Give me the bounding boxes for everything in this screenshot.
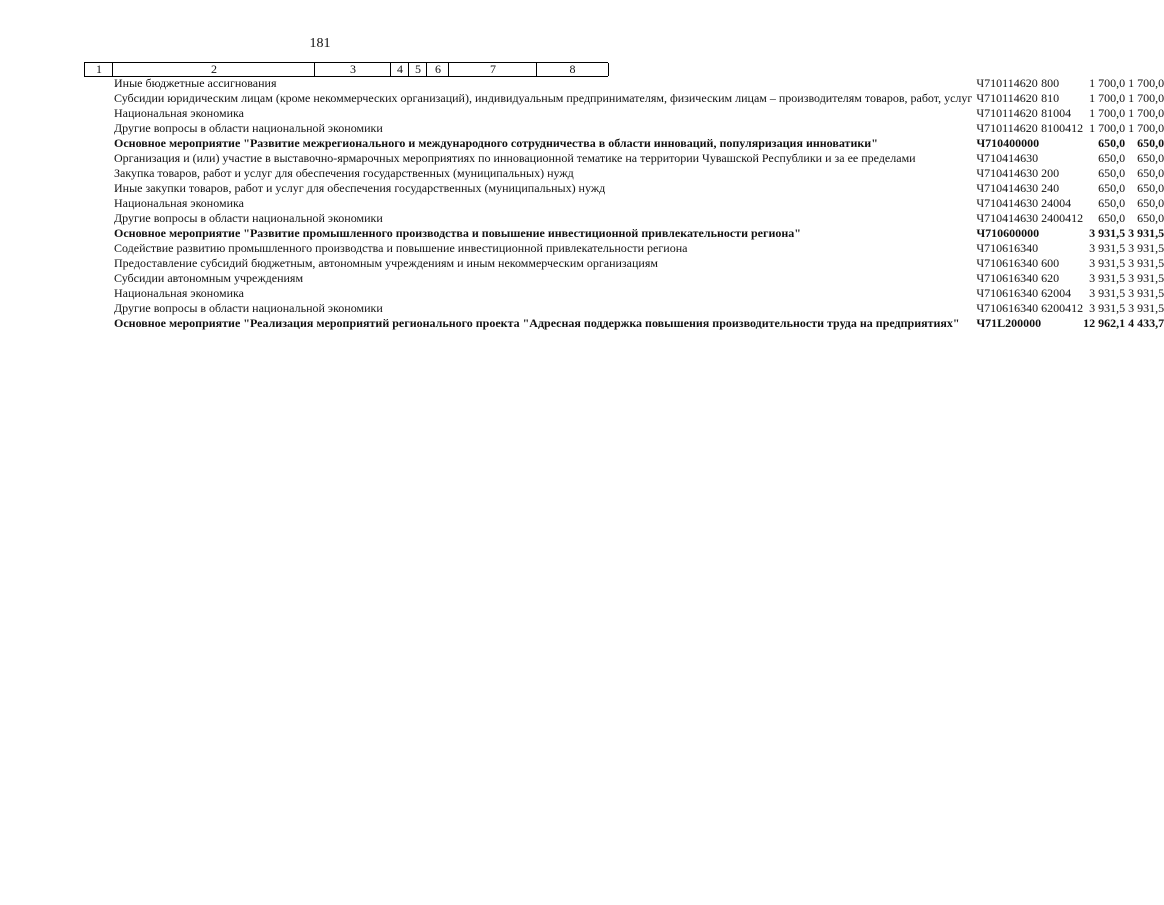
- row-section: [1059, 91, 1071, 106]
- row-value-col7: 1 700,0: [1089, 91, 1126, 105]
- row-value-col7: 650,0: [1098, 211, 1126, 225]
- table-row: [84, 136, 1164, 151]
- row-value-col8: 650,0: [1137, 166, 1164, 180]
- row-group: 810: [1041, 121, 1060, 135]
- row-code: Ч710616340: [976, 271, 1039, 285]
- row-group: 240: [1041, 181, 1060, 195]
- row-code: Ч71L200000: [976, 316, 1042, 330]
- row-section: [1059, 151, 1071, 166]
- budget-table: [84, 76, 1164, 331]
- row-code: Ч710414630: [976, 196, 1039, 210]
- row-value-col7: 3 931,5: [1089, 271, 1126, 285]
- row-group: [1041, 151, 1059, 166]
- header-col-5: 5: [408, 63, 427, 76]
- row-section: [1059, 181, 1071, 196]
- table-row: [84, 106, 1164, 121]
- header-col-1: 1: [84, 63, 113, 76]
- row-subsection: 12: [1071, 301, 1084, 315]
- row-group: 620: [1041, 301, 1060, 315]
- row-subsection: [1071, 256, 1083, 271]
- header-col-7: 7: [448, 63, 537, 76]
- row-name: Национальная экономика: [114, 196, 244, 210]
- table-row: [84, 286, 1164, 301]
- row-section: [1059, 271, 1071, 286]
- row-value-col7: 3 931,5: [1089, 256, 1126, 270]
- page-number: 181: [309, 36, 331, 51]
- row-code: Ч710414630: [976, 181, 1039, 195]
- row-code: Ч710616340: [976, 286, 1039, 300]
- row-subsection: [1071, 136, 1083, 151]
- row-section: 04: [1059, 106, 1072, 120]
- row-value-col8: 1 700,0: [1128, 91, 1164, 105]
- row-section: [1059, 226, 1071, 241]
- row-value-col7: 3 931,5: [1089, 286, 1126, 300]
- row-subsection: [1071, 91, 1083, 106]
- table-row: [84, 76, 1164, 91]
- row-code: Ч710414630: [976, 211, 1039, 225]
- row-subsection: [1071, 286, 1083, 301]
- row-subsection: [1071, 241, 1083, 256]
- row-group: [1041, 136, 1059, 151]
- header-col-6: 6: [426, 63, 449, 76]
- row-subsection: [1071, 166, 1083, 181]
- row-name: Содействие развитию промышленного производства и повышение инвестиционной привлекательности региона: [114, 241, 688, 255]
- table-row: [84, 301, 1164, 316]
- row-subsection: [1071, 271, 1083, 286]
- row-name: Национальная экономика: [114, 286, 244, 300]
- row-name: Основное мероприятие "Развитие промышленного производства и повышение инвестиционной привлекательности региона": [114, 226, 801, 240]
- row-name: Другие вопросы в области национальной экономики: [114, 121, 383, 135]
- row-section: [1059, 316, 1071, 331]
- row-subsection: [1071, 151, 1083, 166]
- row-value-col8: 3 931,5: [1128, 271, 1164, 285]
- row-value-col7: 1 700,0: [1089, 121, 1126, 135]
- row-value-col8: 3 931,5: [1128, 301, 1164, 315]
- row-subsection: [1071, 316, 1083, 331]
- table-row: [84, 196, 1164, 211]
- table-row: [84, 121, 1164, 136]
- row-group: 600: [1041, 256, 1060, 270]
- row-value-col8: 4 433,7: [1128, 316, 1164, 330]
- table-row: [84, 166, 1164, 181]
- row-name: Иные бюджетные ассигнования: [114, 76, 277, 90]
- row-code: Ч710616340: [976, 241, 1039, 255]
- row-value-col8: 650,0: [1137, 181, 1164, 195]
- row-value-col8: 650,0: [1137, 211, 1164, 225]
- row-value-col8: 650,0: [1137, 196, 1164, 210]
- table-row: [84, 211, 1164, 226]
- row-group: [1041, 316, 1059, 331]
- table-body: [84, 76, 1164, 331]
- row-subsection: [1071, 106, 1083, 121]
- row-name: Основное мероприятие "Реализация мероприятий регионального проекта "Адресная поддержка повышения производительности труда на предприятиях": [114, 316, 960, 330]
- row-subsection: 12: [1071, 211, 1084, 225]
- row-group: 240: [1041, 211, 1060, 225]
- row-section: 04: [1059, 211, 1072, 225]
- row-name: Закупка товаров, работ и услуг для обеспечения государственных (муниципальных) нужд: [114, 166, 574, 180]
- row-section: [1059, 256, 1071, 271]
- table-row: [84, 256, 1164, 271]
- row-value-col8: 650,0: [1137, 136, 1164, 150]
- row-value-col7: 650,0: [1098, 196, 1126, 210]
- header-col-8: 8: [536, 63, 609, 76]
- row-group: [1041, 241, 1059, 256]
- row-value-col8: 3 931,5: [1128, 286, 1164, 300]
- row-group: 800: [1041, 76, 1060, 90]
- table-row: [84, 241, 1164, 256]
- row-section: 04: [1059, 196, 1072, 210]
- row-name: Предоставление субсидий бюджетным, автономным учреждениям и иным некоммерческим организациям: [114, 256, 658, 270]
- row-subsection: 12: [1071, 121, 1084, 135]
- row-section: [1059, 136, 1071, 151]
- table-header: [84, 62, 608, 77]
- row-section: [1059, 241, 1071, 256]
- row-value-col7: 1 700,0: [1089, 106, 1126, 120]
- row-value-col8: 650,0: [1137, 151, 1164, 165]
- header-col-4: 4: [390, 63, 409, 76]
- row-value-col8: 3 931,5: [1128, 241, 1164, 255]
- row-value-col8: 1 700,0: [1128, 106, 1164, 120]
- row-name: Основное мероприятие "Развитие межрегионального и международного сотрудничества в области инноваций, популяризация инноватики": [114, 136, 878, 150]
- row-code: Ч710114620: [976, 76, 1038, 90]
- row-value-col8: 1 700,0: [1128, 76, 1164, 90]
- table-row: [84, 181, 1164, 196]
- row-code: Ч710114620: [976, 121, 1038, 135]
- row-value-col7: 3 931,5: [1089, 301, 1126, 315]
- row-group: 810: [1041, 91, 1060, 105]
- row-group: [1041, 226, 1059, 241]
- row-value-col7: 650,0: [1098, 151, 1126, 165]
- row-code: Ч710414630: [976, 151, 1039, 165]
- table-row: [84, 226, 1164, 241]
- row-group: 810: [1041, 106, 1060, 120]
- row-code: Ч710600000: [976, 226, 1040, 240]
- header-col-2: 2: [112, 63, 315, 76]
- row-name: Другие вопросы в области национальной экономики: [114, 301, 383, 315]
- row-code: Ч710616340: [976, 256, 1039, 270]
- row-section: 04: [1059, 301, 1072, 315]
- row-value-col8: 3 931,5: [1128, 226, 1164, 240]
- row-code: Ч710616340: [976, 301, 1039, 315]
- row-value-col7: 650,0: [1098, 166, 1126, 180]
- row-value-col7: 3 931,5: [1089, 226, 1126, 240]
- row-subsection: [1071, 181, 1083, 196]
- row-code: Ч710400000: [976, 136, 1040, 150]
- table-row: [84, 91, 1164, 106]
- row-section: [1059, 76, 1071, 91]
- row-name: Иные закупки товаров, работ и услуг для обеспечения государственных (муниципальных) нужд: [114, 181, 606, 195]
- row-section: [1059, 166, 1071, 181]
- table-row: [84, 271, 1164, 286]
- row-value-col8: 1 700,0: [1128, 121, 1164, 135]
- row-name: Национальная экономика: [114, 106, 244, 120]
- table-row: [84, 316, 1164, 331]
- row-subsection: [1071, 226, 1083, 241]
- row-value-col8: 3 931,5: [1128, 256, 1164, 270]
- row-value-col7: 650,0: [1098, 181, 1126, 195]
- table-row: [84, 151, 1164, 166]
- row-code: Ч710414630: [976, 166, 1039, 180]
- row-section: 04: [1059, 286, 1072, 300]
- row-name: Субсидии автономным учреждениям: [114, 271, 304, 285]
- row-section: 04: [1059, 121, 1072, 135]
- row-value-col7: 3 931,5: [1089, 241, 1126, 255]
- row-subsection: [1071, 76, 1083, 91]
- row-group: 200: [1041, 166, 1060, 180]
- row-code: Ч710114620: [976, 106, 1038, 120]
- row-value-col7: 12 962,1: [1083, 316, 1126, 330]
- row-group: 240: [1041, 196, 1060, 210]
- row-name: Субсидии юридическим лицам (кроме некоммерческих организаций), индивидуальным предпринимателям, физическим лицам – производителям товаров, работ, услуг: [114, 91, 973, 105]
- row-name: Другие вопросы в области национальной экономики: [114, 211, 383, 225]
- row-subsection: [1071, 196, 1083, 211]
- row-code: Ч710114620: [976, 91, 1038, 105]
- row-group: 620: [1041, 286, 1060, 300]
- header-col-3: 3: [314, 63, 391, 76]
- row-name: Организация и (или) участие в выставочно-ярмарочных мероприятиях по инновационной тематике на территории Чувашской Республики и за ее пределами: [114, 151, 916, 165]
- row-value-col7: 650,0: [1098, 136, 1126, 150]
- row-group: 620: [1041, 271, 1060, 285]
- row-value-col7: 1 700,0: [1089, 76, 1126, 90]
